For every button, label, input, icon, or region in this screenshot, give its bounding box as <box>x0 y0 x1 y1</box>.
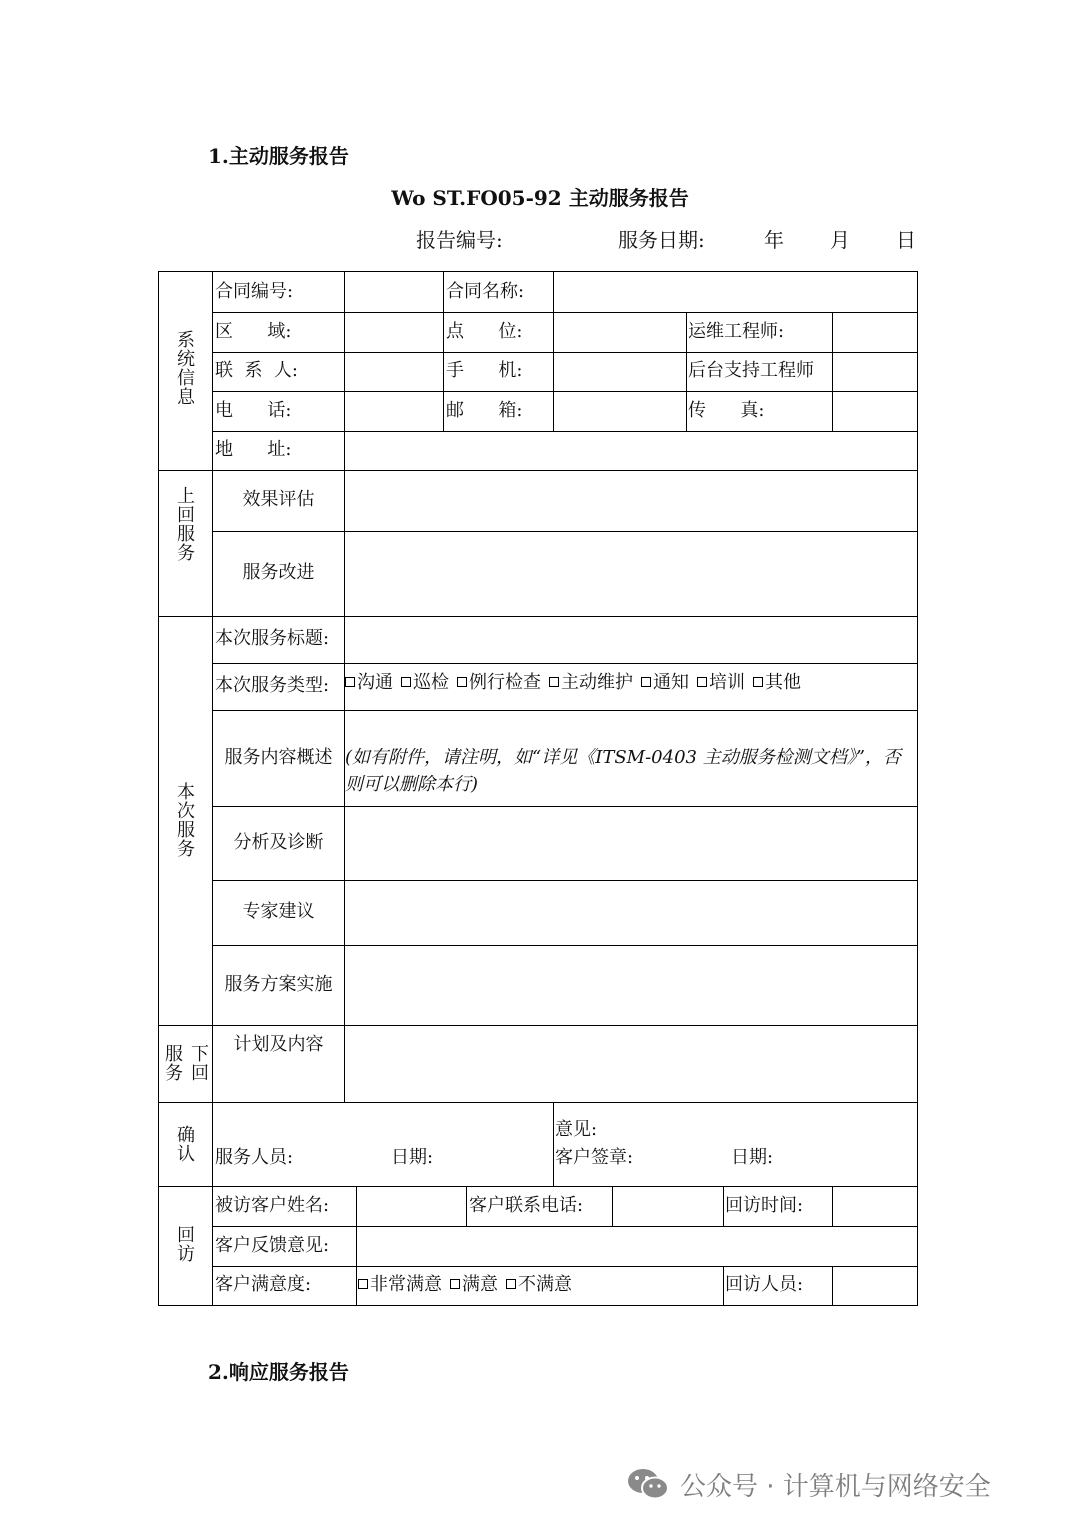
section-confirm: 确 认 <box>177 1125 195 1165</box>
customer-seal-date-label: 日期: <box>731 1147 774 1168</box>
service-type-option[interactable] <box>457 672 541 693</box>
customer-seal-label: 客户签章: <box>555 1147 634 1168</box>
service-type-option-label: 沟通 <box>357 672 393 693</box>
watermark <box>626 1464 991 1504</box>
service-type-option-label: 例行检查 <box>469 672 541 693</box>
content-note-line2: 则可以删除本行) <box>345 774 479 795</box>
checkbox-icon[interactable] <box>345 677 355 687</box>
service-type-option[interactable] <box>697 672 745 693</box>
day-label: 日 <box>896 228 916 252</box>
plan-implementation-label: 服务方案实施 <box>224 974 333 995</box>
service-type-option[interactable] <box>345 672 393 693</box>
plan-content-label: 计划及内容 <box>233 1034 324 1055</box>
section-next-service-a: 下 回 <box>191 1044 209 1084</box>
address-label: 地 址: <box>215 439 292 460</box>
satisfaction-options <box>358 1274 580 1296</box>
checkbox-icon[interactable] <box>641 677 651 687</box>
checkbox-icon[interactable] <box>506 1279 516 1289</box>
service-type-option[interactable] <box>401 672 449 693</box>
mobile-label: 手 机: <box>446 360 523 381</box>
ops-engineer-label: 运维工程师: <box>688 321 785 342</box>
section-system-info: 系 统 信 息 <box>177 330 195 408</box>
checkbox-icon[interactable] <box>549 677 559 687</box>
service-type-option-label: 通知 <box>653 672 689 693</box>
service-report-table <box>158 271 918 1306</box>
service-type-option[interactable] <box>753 672 801 693</box>
watermark-text: 公众号 · 计算机与网络安全 <box>680 1471 991 1502</box>
contact-label: 联 系 人: <box>215 360 298 381</box>
content-note-line1: (如有附件，请注明，如“详见《ITSM-0403 主动服务检测文档》”，否 <box>345 747 901 768</box>
fax-label: 传 真: <box>688 400 765 421</box>
satisfaction-label: 客户满意度: <box>215 1274 312 1295</box>
satisfaction-option-label: 非常满意 <box>370 1274 442 1295</box>
service-type-option[interactable] <box>549 672 633 693</box>
service-date-label: 服务日期: <box>618 228 705 252</box>
service-type-option-label: 主动维护 <box>561 672 633 693</box>
backend-engineer-label: 后台支持工程师 <box>688 360 814 381</box>
service-type-option[interactable] <box>641 672 689 693</box>
checkbox-icon[interactable] <box>753 677 763 687</box>
checkbox-icon[interactable] <box>358 1279 368 1289</box>
satisfaction-option[interactable] <box>506 1274 572 1295</box>
satisfaction-option[interactable] <box>358 1274 442 1295</box>
section-next-service-b: 服 务 <box>165 1044 183 1084</box>
expert-advice-label: 专家建议 <box>242 901 315 922</box>
checkbox-icon[interactable] <box>450 1279 460 1289</box>
section-heading-2: 2.响应服务报告 <box>208 1360 349 1384</box>
service-title-label: 本次服务标题: <box>215 628 330 649</box>
email-label: 邮 箱: <box>446 400 523 421</box>
phone-label: 电 话: <box>215 400 292 421</box>
analysis-diagnosis-label: 分析及诊断 <box>233 832 324 853</box>
section-last-service: 上 回 服 务 <box>177 486 195 564</box>
opinion-label: 意见: <box>555 1119 598 1140</box>
checkbox-icon[interactable] <box>401 677 411 687</box>
service-type-option-label: 巡检 <box>413 672 449 693</box>
point-label: 点 位: <box>446 321 523 342</box>
service-type-option-label: 其他 <box>765 672 801 693</box>
checkbox-icon[interactable] <box>457 677 467 687</box>
section-this-service: 本 次 服 务 <box>177 782 195 860</box>
satisfaction-option-label: 不满意 <box>518 1274 572 1295</box>
service-staff-date-label: 日期: <box>391 1147 434 1168</box>
customer-phone-label: 客户联系电话: <box>469 1195 584 1216</box>
section-heading-1: 1.主动服务报告 <box>208 144 349 168</box>
visited-customer-name-label: 被访客户姓名: <box>215 1195 330 1216</box>
satisfaction-option-label: 满意 <box>462 1274 498 1295</box>
checkbox-icon[interactable] <box>697 677 707 687</box>
report-number-label: 报告编号: <box>416 228 503 252</box>
service-type-label: 本次服务类型: <box>215 675 330 696</box>
section-revisit: 回 访 <box>177 1225 195 1265</box>
revisit-time-label: 回访时间: <box>725 1195 804 1216</box>
satisfaction-option[interactable] <box>450 1274 498 1295</box>
wechat-icon <box>626 1467 670 1501</box>
effect-evaluation-label: 效果评估 <box>242 489 315 510</box>
contract-number-label: 合同编号: <box>215 281 294 302</box>
service-improvement-label: 服务改进 <box>242 562 315 583</box>
content-summary-label: 服务内容概述 <box>224 747 333 768</box>
year-label: 年 <box>764 228 784 252</box>
customer-feedback-label: 客户反馈意见: <box>215 1235 330 1256</box>
service-type-option-label: 培训 <box>709 672 745 693</box>
month-label: 月 <box>830 228 850 252</box>
contract-name-label: 合同名称: <box>446 281 525 302</box>
area-label: 区 域: <box>215 321 292 342</box>
service-type-options <box>345 672 809 694</box>
service-staff-label: 服务人员: <box>215 1147 294 1168</box>
document-title: Wo ST.FO05-92 主动服务报告 <box>391 186 689 210</box>
revisit-staff-label: 回访人员: <box>725 1274 804 1295</box>
